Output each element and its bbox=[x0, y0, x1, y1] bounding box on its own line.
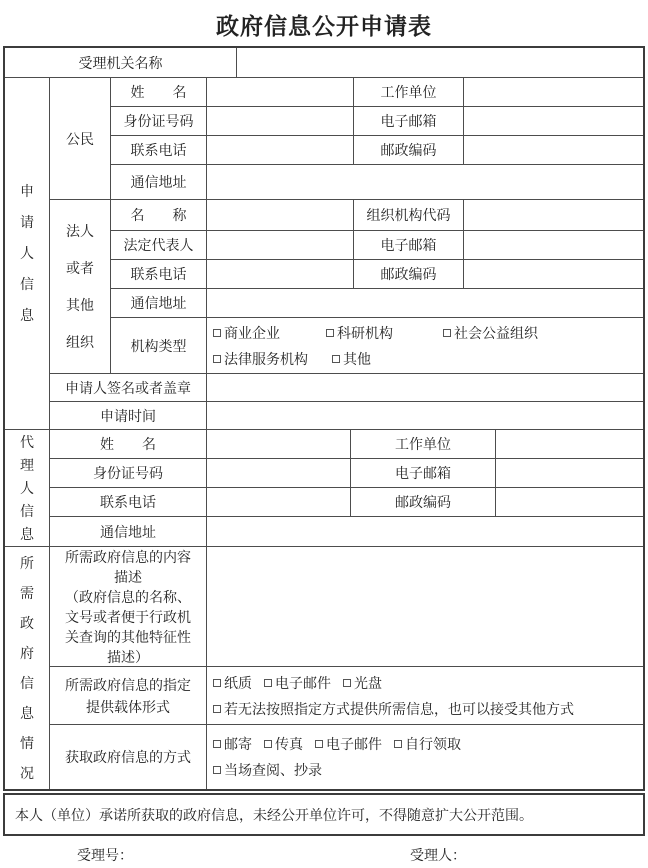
applicant-signature-label: 申请人签名或者盖章 bbox=[50, 374, 207, 402]
option-label: 纸质 bbox=[224, 674, 252, 691]
acceptance-number-label: 受理号： bbox=[77, 847, 133, 863]
option-label: 商业企业 bbox=[224, 324, 280, 341]
checkbox-icon bbox=[213, 705, 221, 713]
label-line: 所需政府信息的指定 bbox=[65, 676, 191, 693]
apply-time-value-cell[interactable] bbox=[207, 402, 643, 430]
org-representative-value-cell[interactable] bbox=[207, 231, 354, 260]
agent-workunit-value-cell[interactable] bbox=[496, 430, 643, 459]
carrier-option-paper[interactable] bbox=[213, 673, 252, 693]
option-label: 邮寄 bbox=[224, 736, 252, 752]
label-line: 描述 bbox=[114, 568, 142, 585]
form-table bbox=[3, 46, 645, 791]
option-label: 当场查阅、抄录 bbox=[224, 762, 322, 778]
promise-statement-box bbox=[3, 793, 645, 836]
promise-statement-text: 本人（单位）承诺所获取的政府信息，未经公开单位许可，不得随意扩大公开范围。 bbox=[15, 806, 533, 823]
option-label: 其他 bbox=[343, 350, 371, 367]
applicant-section-label bbox=[5, 78, 50, 430]
citizen-group-label: 公民 bbox=[50, 78, 111, 200]
org-type-options-cell bbox=[207, 318, 643, 374]
obtain-option-email[interactable] bbox=[315, 734, 382, 754]
label-line: 所需政府信息的内容 bbox=[65, 548, 191, 565]
org-code-label: 组织机构代码 bbox=[354, 200, 464, 231]
citizen-name-value-cell[interactable] bbox=[207, 78, 354, 107]
org-type-option-social-welfare-organization[interactable] bbox=[443, 323, 538, 343]
form-title: 政府信息公开申请表 bbox=[216, 13, 432, 39]
applicant-signature-value-cell[interactable] bbox=[207, 374, 643, 402]
citizen-phone-value-cell[interactable] bbox=[207, 136, 354, 165]
carrier-option-accept-other-format[interactable] bbox=[213, 699, 574, 719]
citizen-id-value-cell[interactable] bbox=[207, 107, 354, 136]
checkbox-icon bbox=[326, 329, 334, 337]
carrier-option-email[interactable] bbox=[264, 673, 331, 693]
request-section-label-text: 所需政府信息情况 bbox=[20, 555, 34, 781]
org-type-option-other[interactable] bbox=[332, 349, 371, 369]
org-type-option-research-institution[interactable] bbox=[326, 323, 393, 343]
org-type-label: 机构类型 bbox=[111, 318, 207, 374]
org-phone-label: 联系电话 bbox=[111, 260, 207, 289]
citizen-id-label: 身份证号码 bbox=[111, 107, 207, 136]
accepting-org-value-cell[interactable] bbox=[237, 48, 643, 78]
organization-group-label-text: 法人或者其他组织 bbox=[66, 222, 94, 350]
agent-workunit-label: 工作单位 bbox=[351, 430, 496, 459]
org-email-label: 电子邮箱 bbox=[354, 231, 464, 260]
obtain-method-options-cell bbox=[207, 725, 643, 789]
accepting-org-label: 受理机关名称 bbox=[5, 48, 237, 78]
carrier-option-cd[interactable] bbox=[343, 673, 382, 693]
checkbox-icon bbox=[213, 740, 221, 748]
agent-phone-label: 联系电话 bbox=[50, 488, 207, 517]
request-description-value-cell[interactable] bbox=[207, 547, 643, 667]
checkbox-icon bbox=[443, 329, 451, 337]
citizen-name-label: 姓 名 bbox=[111, 78, 207, 107]
agent-section-label-text: 代理人信息 bbox=[20, 433, 34, 542]
label-line: 提供载体形式 bbox=[86, 698, 170, 715]
org-type-option-legal-service-agency[interactable] bbox=[213, 349, 308, 369]
label-line: 描述） bbox=[107, 648, 149, 665]
agent-address-label: 通信地址 bbox=[50, 517, 207, 547]
org-name-value-cell[interactable] bbox=[207, 200, 354, 231]
agent-email-value-cell[interactable] bbox=[496, 459, 643, 488]
citizen-workunit-value-cell[interactable] bbox=[464, 78, 643, 107]
checkbox-icon bbox=[343, 679, 351, 687]
obtain-option-onsite-read-copy[interactable] bbox=[213, 760, 322, 780]
label-line: （政府信息的名称、 bbox=[65, 588, 191, 605]
agent-id-value-cell[interactable] bbox=[207, 459, 351, 488]
checkbox-icon bbox=[264, 740, 272, 748]
org-type-option-commercial-enterprise[interactable] bbox=[213, 323, 280, 343]
agent-section-label bbox=[5, 430, 50, 547]
citizen-postcode-value-cell[interactable] bbox=[464, 136, 643, 165]
org-phone-value-cell[interactable] bbox=[207, 260, 354, 289]
agent-id-label: 身份证号码 bbox=[50, 459, 207, 488]
checkbox-icon bbox=[213, 766, 221, 774]
option-label: 科研机构 bbox=[337, 324, 393, 341]
option-label: 社会公益组织 bbox=[454, 324, 538, 341]
citizen-address-label: 通信地址 bbox=[111, 165, 207, 200]
label-line: 关查询的其他特征性 bbox=[65, 628, 191, 645]
org-address-value-cell[interactable] bbox=[207, 289, 643, 318]
label-line: 文号或者便于行政机 bbox=[65, 608, 191, 625]
request-description-label-lines bbox=[65, 547, 191, 667]
citizen-phone-label: 联系电话 bbox=[111, 136, 207, 165]
form-footer bbox=[0, 845, 648, 865]
citizen-workunit-label: 工作单位 bbox=[354, 78, 464, 107]
carrier-form-label bbox=[50, 667, 207, 725]
request-description-label bbox=[50, 547, 207, 667]
agent-name-label: 姓 名 bbox=[50, 430, 207, 459]
obtain-option-mail[interactable] bbox=[213, 734, 252, 754]
checkbox-icon bbox=[315, 740, 323, 748]
obtain-option-self-pickup[interactable] bbox=[394, 734, 461, 754]
agent-phone-value-cell[interactable] bbox=[207, 488, 351, 517]
option-label: 电子邮件 bbox=[275, 674, 331, 691]
request-section-label bbox=[5, 547, 50, 789]
applicant-section-label-text: 申请人信息 bbox=[20, 183, 34, 323]
agent-email-label: 电子邮箱 bbox=[351, 459, 496, 488]
checkbox-icon bbox=[213, 329, 221, 337]
option-label: 自行领取 bbox=[405, 736, 461, 752]
carrier-form-options-cell bbox=[207, 667, 643, 725]
organization-group-label bbox=[50, 200, 111, 374]
org-representative-label: 法定代表人 bbox=[111, 231, 207, 260]
checkbox-icon bbox=[394, 740, 402, 748]
carrier-form-label-lines bbox=[65, 674, 191, 718]
org-postcode-label: 邮政编码 bbox=[354, 260, 464, 289]
obtain-option-fax[interactable] bbox=[264, 734, 303, 754]
citizen-postcode-label: 邮政编码 bbox=[354, 136, 464, 165]
checkbox-icon bbox=[332, 355, 340, 363]
citizen-address-value-cell[interactable] bbox=[207, 165, 643, 200]
obtain-method-label: 获取政府信息的方式 bbox=[50, 725, 207, 789]
apply-time-label: 申请时间 bbox=[50, 402, 207, 430]
checkbox-icon bbox=[264, 679, 272, 687]
citizen-email-label: 电子邮箱 bbox=[354, 107, 464, 136]
option-label: 法律服务机构 bbox=[224, 350, 308, 367]
option-label: 若无法按照指定方式提供所需信息，也可以接受其他方式 bbox=[224, 700, 574, 717]
agent-name-value-cell[interactable] bbox=[207, 430, 351, 459]
option-label: 光盘 bbox=[354, 674, 382, 691]
org-name-label: 名 称 bbox=[111, 200, 207, 231]
option-label: 传真 bbox=[275, 736, 303, 752]
org-code-value-cell[interactable] bbox=[464, 200, 643, 231]
agent-address-value-cell[interactable] bbox=[207, 517, 643, 547]
checkbox-icon bbox=[213, 679, 221, 687]
acceptor-label: 受理人： bbox=[410, 847, 466, 863]
org-email-value-cell[interactable] bbox=[464, 231, 643, 260]
citizen-email-value-cell[interactable] bbox=[464, 107, 643, 136]
checkbox-icon bbox=[213, 355, 221, 363]
option-label: 电子邮件 bbox=[326, 736, 382, 752]
org-postcode-value-cell[interactable] bbox=[464, 260, 643, 289]
agent-postcode-value-cell[interactable] bbox=[496, 488, 643, 517]
agent-postcode-label: 邮政编码 bbox=[351, 488, 496, 517]
org-address-label: 通信地址 bbox=[111, 289, 207, 318]
